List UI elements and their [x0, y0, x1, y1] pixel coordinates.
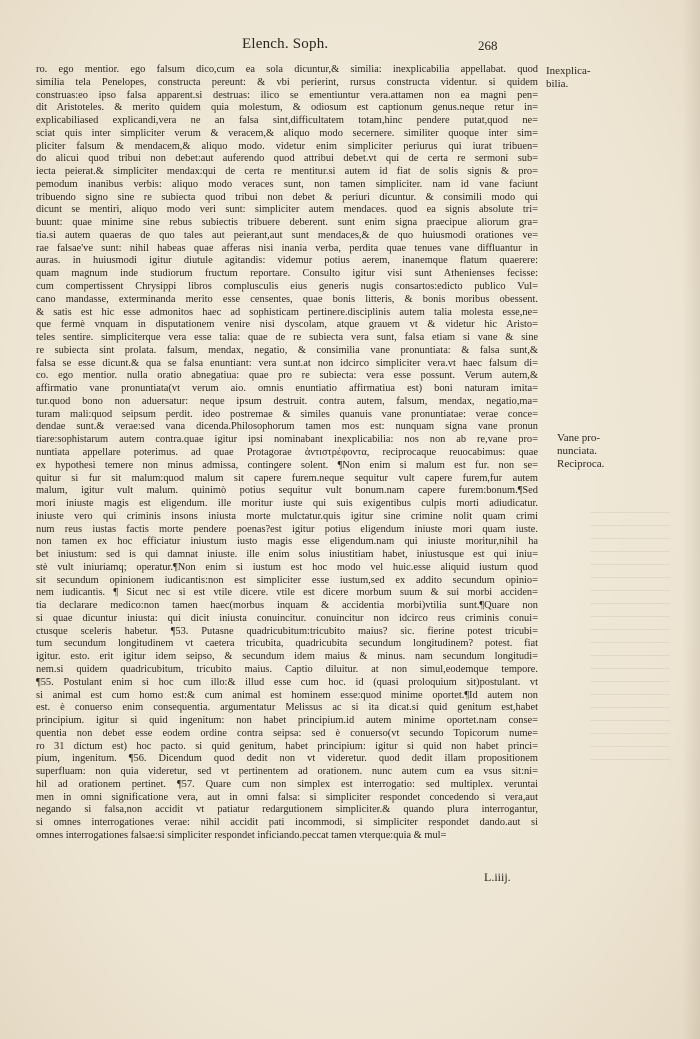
text-line: hil ad orationem pertinet. ¶57. Quare cum non simplex est interrogatio: sed multiplex. veruntai — [36, 778, 538, 790]
main-text-block — [36, 64, 538, 843]
text-line: sit secundum opinionem iudicantis:non est simpliciter esse iustum,sed ex addito secundum opinio= — [36, 574, 538, 586]
page-header — [0, 34, 700, 58]
text-line: ro 31 dictum est) hoc pacto. si quid genitum, habet principium: igitur si quid non habet princi= — [36, 740, 538, 752]
text-line: tia declarare medico:non tamen haec(morbus inquam & accidentia morbi)vtilia sunt.¶Quare non — [36, 600, 538, 612]
folio-number: 268 — [478, 38, 498, 53]
text-line: mori iniuste magis est eligendum. ille moritur iuste qui suis exigentibus culpis morti adiudicatur. — [36, 498, 538, 510]
text-line: affirmatio vane pronuntiata(vt verum aio. omnis enuntiatio affirmatiua est) boni naturam imita= — [36, 383, 538, 395]
text-line: falsa se esse dicunt.& qua se falsa enuntiant: vera sunt.at non idcirco simpliciter vera.vt haec falsum di= — [36, 357, 538, 369]
margin-note-inexplicabilia — [546, 65, 591, 91]
text-line: similia tela Penelopes, constructa pereunt: & vbi perierint, rursus constructa videntur. si quidem — [36, 76, 538, 88]
text-line: principium. igitur si quid ingenitum: non habet principium.id autem minime oportet.nam conse= — [36, 715, 538, 727]
margin-note-line: Vane pro- — [557, 432, 601, 444]
text-line: tribuendo signo sine re subiecta quod tribui non debet & periuri dicuntur. & consimili modo qui — [36, 191, 538, 203]
text-line: sciat quis inter simpliciter verum & veracem,& aliquo modo secernere. similiter quoque inter sim= — [36, 127, 538, 139]
text-line: ro. ego mentior. ego falsum dico,cum ea sola dicuntur,& similia: inexplicabilia appellabat. quod — [36, 64, 538, 75]
margin-note-vane-pronuntiata — [557, 432, 604, 471]
text-line: tum secundum longitudinem vt caetera tricubita, quadricubita secundum longitudinem? potest. fiat — [36, 638, 538, 650]
text-line: rae falsae've sunt: nihil habeas quae afferas nisi inania verba, perdita quae tenues vane diffluantur in — [36, 242, 538, 254]
text-line: re subiecta sint prolata. falsum, mendax, negatio, & consimilia vane pronuntiata: & falsa sunt,& — [36, 344, 538, 356]
text-line: dit Aristoteles. & merito quidem quia molestum, & odiosum est captionum genus.neque retur in= — [36, 102, 538, 114]
text-line: ctusque sceleris habetur. ¶53. Putasne quadricubitum:tricubito maius? sic. fierine potest tricubi= — [36, 625, 538, 637]
margin-note-line: bilia. — [546, 78, 569, 90]
text-line: quitur si fur sit malum:quod malum sit capere furem.neque sequitur vult capere furem,fur autem — [36, 472, 538, 484]
margin-note-line: nunciata. — [557, 445, 598, 457]
text-line: superfluam: non quia videretur, sed vt pertinentem ad orationem. nunc autem cum ea vsus sit:ni= — [36, 766, 538, 778]
text-line: explicabiliased explicandi,vera ne an falsa sint,difficultatem totam,hinc pendere putat,quod ne= — [36, 115, 538, 127]
text-line: stè vult iniuriamq; operatur.¶Non enim si iustum est hoc modo vel huic.esse aliquid iustum quod — [36, 561, 538, 573]
text-line: bet iniustum: sed is qui damnat iniuste. ille enim solus iniustitiam habet, iniustusque est qui iniu= — [36, 549, 538, 561]
text-line: iecta peierat.& simpliciter mendax:qui de certa re mentitur.si autem id fiat de solis signis & pro= — [36, 166, 538, 178]
text-line: que fermè vnquam in disputationem venire nisi dyscolam, atque grauem vt & videtur hic Aristo= — [36, 319, 538, 331]
text-line: dendae sunt.& verae:sed vana dicenda.Philosophorum tamen mos est: nunquam signa vane pronun — [36, 421, 538, 433]
text-line: quam magnum inde studiorum fructum reportare. Consulto igitur visi sunt Athenienses fecisse: — [36, 268, 538, 280]
text-line: igitur. esto. erit igitur idem seipso, & secundum idem maius & minus. nam secundum longitudi= — [36, 651, 538, 663]
show-through-texture — [590, 500, 670, 760]
signature-mark: L.iiij. — [484, 870, 511, 884]
text-line: nem iudicantis. ¶ Sicut nec si est vtile dicere. vtile est dicere morbum suum & sui morbi acciden= — [36, 587, 538, 599]
text-line: dicunt se mentiri, aliquo modo veri sunt: simpliciter autem mendaces. quod ea signis absolute tri= — [36, 204, 538, 216]
text-line: est. è conuerso enim consequentia. argumentatur Melissus ac si ita dicat.si quid genitum est,habet — [36, 702, 538, 714]
text-line: omnes interrogationes falsae:si simpliciter respondet inficiando.peccat tamen vterque:quia & mul= — [36, 829, 447, 841]
text-line: tiare:sophistarum autem contra.quae igitur ipsi nominabant inexplicabilia: nos non ab re,vane pro= — [36, 434, 538, 446]
text-line: non tamen ex hoc efficiatur iniustum iusto magis esse eligendum.nam qui iniuste moritur,nihil ha — [36, 536, 538, 548]
text-line: malum, igitur vult malum. quinimò potius sequitur vult bonum.nam capere furem:bonum.¶Sed — [36, 485, 538, 497]
text-line: negando si falsa,non accidit vt patiatur redargutionem simpliciter.& quando plura interrogantur, — [36, 804, 538, 816]
text-line: pium, ingenitum. ¶56. Dicendum quod dedit non vt videretur. quod dedit illam propositionem — [36, 753, 538, 765]
text-line: pliciter falsum & mendacem,& aliquo modo. videtur enim simpliciter periurus qui iurat tribuen= — [36, 140, 538, 152]
text-line: num reus iustas factis morte pendere poenas?est igitur potius eligendum iniuste mori quam iuste. — [36, 523, 538, 535]
text-line: co. ego mentior. nulla oratio abnegatiua: quae pro re subiecta: vera esse possunt. Verum autem,& — [36, 370, 538, 382]
text-line: nem.si quidem quadricubitum, tricubito maius. Captio diluitur. at non simul,eodemque tempore. — [36, 663, 538, 675]
text-line: cum compertissent Chrysippi libros complusculis eius generis nugis consartos:edicto publico Vul= — [36, 281, 538, 293]
text-line: buunt: quae minime sine rebus subiectis tribuere deberent. sunt enim signa praecipue aliorum gra= — [36, 217, 538, 229]
margin-note-line: Reciproca. — [557, 458, 605, 470]
text-line: ex hypothesi temere non minus admissa, contingere solent. ¶Non enim si malum est fur. non se= — [36, 459, 538, 471]
text-line: teles sentire. simpliciterque vera esse talia: quae de re subiecta vera sunt, falsa etiam si vane & sine — [36, 332, 538, 344]
text-line: si quae dicuntur iniusta: qui dicit iniusta conuincitur. conuincitur non idcirco reus criminis conui= — [36, 612, 538, 624]
text-line: cano mandasse, exterminanda merito esse censentes, quae bonis litteris, & bonis moribus obessent. — [36, 293, 538, 305]
text-line: pemodum inanibus verbis: aliquo modo veraces sunt, non tamen simpliciter. nam id vane faciunt — [36, 178, 538, 190]
text-line: men in omni significatione vera, aut in omni falsa: si simpliciter respondet concedendo si vera,aut — [36, 791, 538, 803]
text-line: ¶55. Postulant enim si hoc cum illo:& illud esse cum hoc. id (quasi proloquium sit)postulant. vt — [36, 676, 538, 688]
text-line: iniuste vero qui criminis insons iniusta morte mulctatur.quis igitur sine crimine nolit quam crimi — [36, 510, 538, 522]
text-line: quentia non debet esse eodem ordine contra seipsa: sed è conuerso(vt secundo Topicorum nume= — [36, 727, 538, 739]
running-title: Elench. Soph. — [242, 36, 329, 52]
page-edge-shadow — [682, 0, 700, 1039]
text-line: si animal est cum homo est:& cum animal est hominem esse:quod minime oportet.¶Id autem non — [36, 689, 538, 701]
text-line: & satis est hic esse admonitos haec ad sophisticam pertinere.disciplinis autem talia molesta esse,ne= — [36, 306, 538, 318]
text-line: tia.si autem quaeras de quo tales aut peierant,aut sunt mendaces,& de quo huiusmodi orationes ve= — [36, 229, 538, 241]
text-line: nuntiata appellare poterimus. ad quae Protagorae ἀντιστρέφοντα, reciprocaque reuocabimus: quae — [36, 446, 538, 458]
text-line: si omnes interrogationes verae: nihil accidit pati incommodi, si simpliciter respondet dando.aut si — [36, 817, 538, 829]
text-line: turam mali:quod seipsum perdit. ideo postremae & similes quanuis vane pronuntiatae: verae conce= — [36, 408, 538, 420]
text-line: do alicui quod tribui non debet:aut auferendo quod attribui debet.vt qui de certa re sermoni sub= — [36, 153, 538, 165]
margin-note-line: Inexplica- — [546, 65, 591, 77]
text-line: construas:eo ipso falsa apparent.si destruas: ilico se ementiuntur vera.attamen non ea magni pen= — [36, 89, 538, 101]
text-line: tur.quod bono non aduersatur: neque ipsum destruit. contra autem, falsum, mendax, negatio,ma= — [36, 395, 538, 407]
text-line: auras. in huiusmodi igitur diutule agitandis: videmur potius aerem, inanemque flatum quaerere: — [36, 255, 538, 267]
